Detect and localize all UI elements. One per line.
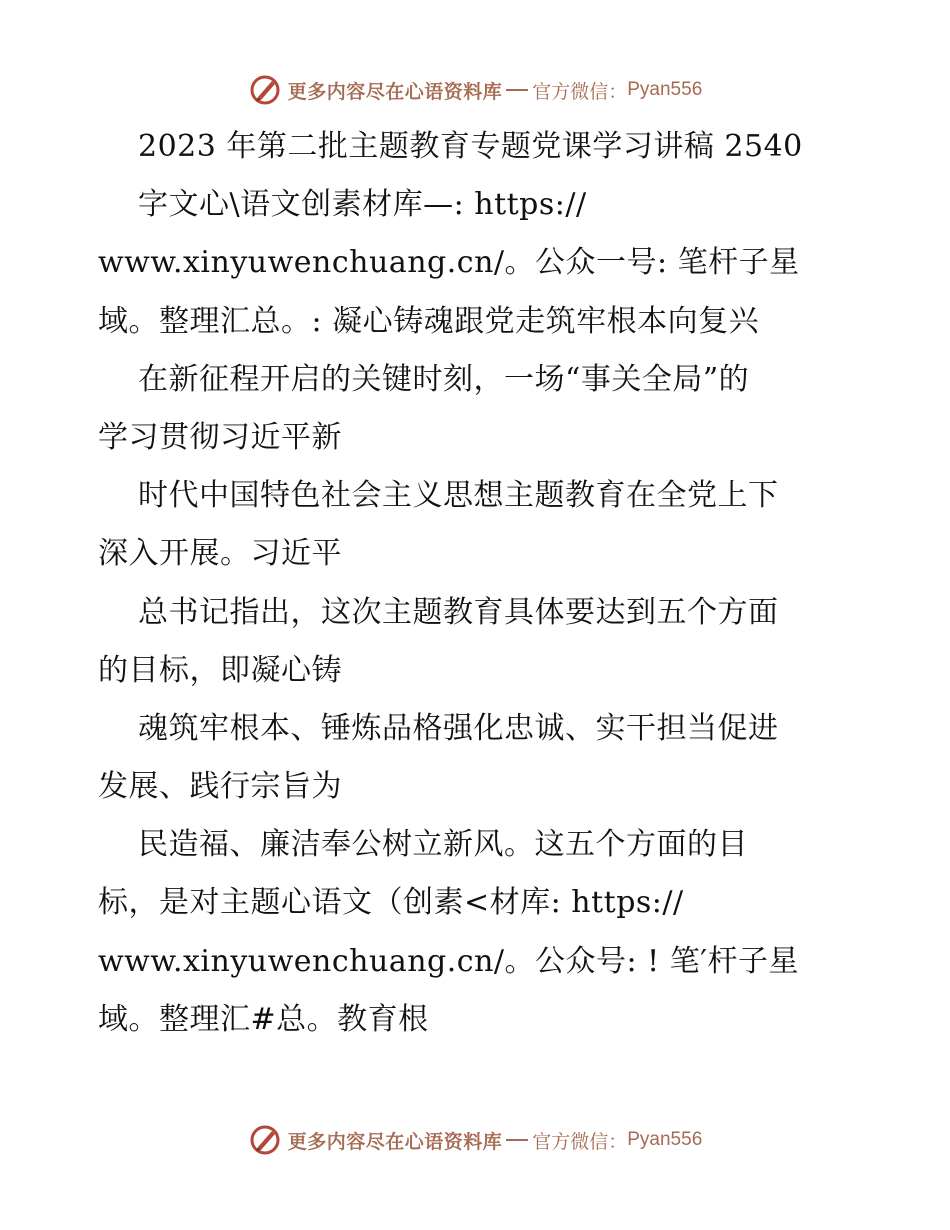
footer-banner: [0, 1118, 950, 1162]
text-line: www.xinyuwenchuang.cn/。公众号: ! 笔′杆子星: [98, 943, 800, 979]
document-body: [98, 118, 858, 1049]
text-line: 域。整理汇#总。教育根: [98, 1001, 429, 1037]
banner-divider: [506, 89, 528, 91]
wechat-label: 官方微信：: [532, 80, 628, 103]
text-line: 发展、践行宗旨为: [98, 769, 342, 805]
text-line: 标，是对主题心语文（创素<材库: https://: [98, 885, 684, 921]
text-line: 学习贯彻习近平新: [98, 419, 342, 455]
banner-divider: [506, 1139, 528, 1141]
text-line: 民造福、廉洁奉公树立新风。这五个方面的目: [138, 827, 748, 863]
wechat-id: Pyan556: [627, 79, 703, 100]
text-line: 域。整理汇总。: 凝心铸魂跟党走筑牢根本向复兴: [98, 303, 760, 339]
text-line: 的目标，即凝心铸: [98, 652, 342, 688]
text-line: 时代中国特色社会主义思想主题教育在全党上下: [138, 478, 779, 514]
text-line: 字文心\语文创素材库—: https://: [138, 187, 587, 223]
pen-logo-icon: [248, 73, 282, 107]
text-line: 深入开展。习近平: [98, 536, 342, 572]
text-line: 总书记指出，这次主题教育具体要达到五个方面: [138, 594, 779, 630]
wechat-id: Pyan556: [627, 1129, 703, 1150]
wechat-label: 官方微信：: [532, 1130, 628, 1153]
pen-logo-icon: [248, 1123, 282, 1157]
text-line: 2023 年第二批主题教育专题党课学习讲稿 2540: [138, 129, 803, 164]
text-line: www.xinyuwenchuang.cn/。公众一号: 笔杆子星: [98, 245, 800, 281]
promo-text: 更多内容尽在心语资料库: [287, 1130, 503, 1153]
header-banner: [0, 68, 950, 112]
text-line: 魂筑牢根本、锤炼品格强化忠诚、实干担当促进: [138, 710, 779, 746]
promo-text: 更多内容尽在心语资料库: [287, 80, 503, 103]
text-line: 在新征程开启的关键时刻，一场“事关全局”的: [138, 361, 750, 397]
